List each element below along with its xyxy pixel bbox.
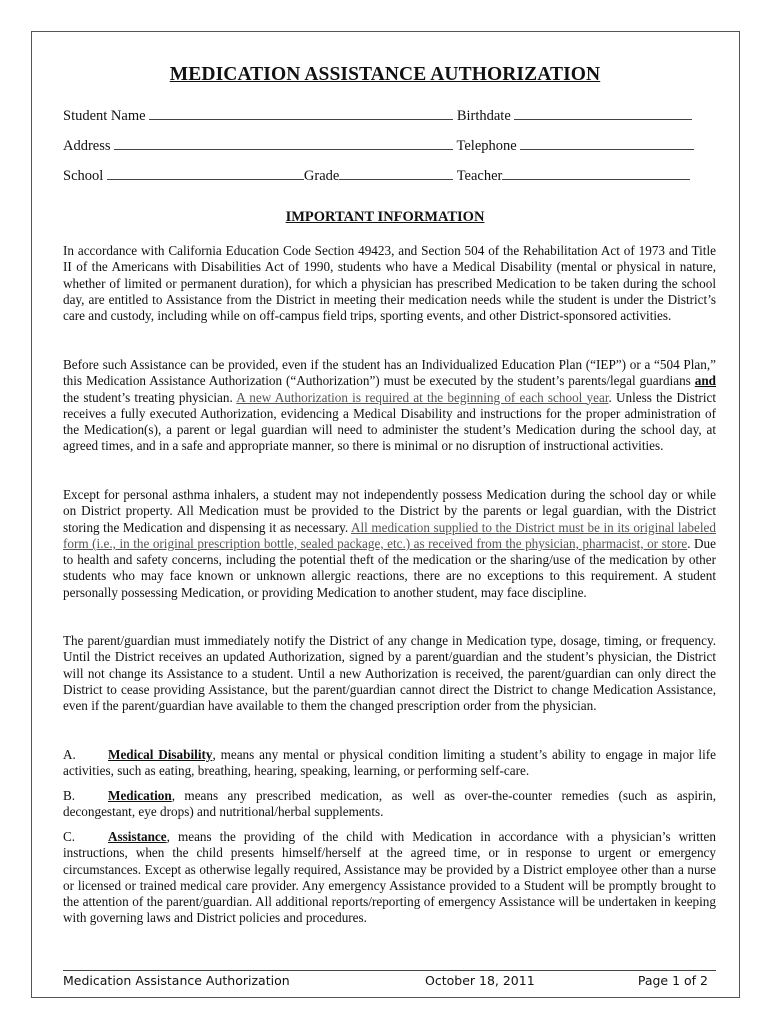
paragraph-legal-basis: In accordance with California Education Code Section 49423, and Section 504 of the Rehabilitation Act of 1973 and Title II of the Americans with Disabilities Act of 1990, students who have a Medical Disability (mental or physical in nature, whether of limited or permanent duration), for which a physician has prescribed Medication to be taken during the school day, are entitled to Assistance from the District in meeting their medication needs while the student is under the District’s care and custody, including while on off-campus field trips, sporting events, and other District-sponsored activities.	[63, 243, 716, 324]
text-span: Except for personal asthma inhalers, a student may not independently possess Medication during the school day or while on District property. All Medication must be provided to the District by the parents or legal guardian, with the District storing the Medication and dispensing it as necessary.	[63, 487, 716, 535]
paragraph-authorization	[63, 357, 716, 455]
school-field[interactable]	[107, 167, 304, 180]
footer-date: October 18, 2011	[425, 973, 535, 988]
text-span: the student’s treating physician.	[63, 389, 237, 405]
footer-page-number: Page 1 of 2	[637, 973, 708, 988]
definition-term: Medication	[108, 788, 172, 803]
text-span: . Due to health and safety concerns, including the potential theft of the medication or the sharing/use of the medication by other students who may face known or unknown allergic reactions, there are no exceptions to this requirement. A student personally possessing Medication, or providing Medication to another student, may face discipline.	[63, 535, 716, 600]
definition-text: , means any prescribed medication, as well as over-the-counter remedies (such as aspirin, decongestant, eye drops) and nutritional/herbal supplements.	[63, 788, 716, 820]
birthdate-label: Birthdate	[456, 108, 511, 124]
emphasis-and: and	[694, 373, 716, 389]
footer-document-name: Medication Assistance Authorization	[63, 973, 290, 988]
underlined-requirement: A new Authorization is required at the beginning of each school year	[236, 389, 609, 405]
document-title: MEDICATION ASSISTANCE AUTHORIZATION	[169, 64, 601, 85]
student-name-label: Student Name	[63, 108, 146, 124]
definition-letter: B.	[63, 788, 76, 803]
telephone-label: Telephone	[456, 138, 517, 154]
definition-term: Assistance	[108, 829, 167, 844]
paragraph-possession	[63, 487, 716, 601]
school-label: School	[63, 168, 104, 184]
address-label: Address	[63, 138, 111, 154]
text-span: . Unless the District receives a fully executed Authorization, evidencing a Medical Disability and instructions for the proper administration of the Medication(s), a parent or legal guardian will need to administer the student’s Medication during the school day, at agreed times, and in a safe and appropriate manner, so there is minimal or no disruption of instructional activities.	[63, 389, 716, 454]
birthdate-field[interactable]	[514, 107, 692, 120]
definition-c	[63, 829, 716, 927]
text-span: Before such Assistance can be provided, even if the student has an Individualized Education Plan (“IEP”) or a “504 Plan,” this Medication Assistance Authorization (“Authorization”) must be executed by the student’s parents/legal guardians	[63, 357, 716, 389]
teacher-label: Teacher	[456, 168, 503, 184]
underlined-requirement: All medication supplied to the District must be in its original labeled form (i.e., in the original prescription bottle, sealed package, etc.) as received from the physician, pharmacist, or store	[63, 519, 716, 551]
grade-label: Grade	[303, 168, 340, 184]
grade-field[interactable]	[339, 167, 453, 180]
teacher-field[interactable]	[502, 167, 690, 180]
address-field[interactable]	[114, 137, 453, 150]
paragraph-changes: The parent/guardian must immediately notify the District of any change in Medication type, dosage, timing, or frequency. Until the District receives an updated Authorization, signed by a parent/guardian and the student’s physician, the District will not change its Assistance to a student. Until a new Authorization is received, the parent/guardian can only direct the District to cease providing Assistance, but the parent/guardian cannot direct the District to change Medication Assistance, even if the parent/guardian have available to them the changed prescription order from the physician.	[63, 633, 716, 714]
field-row-address	[63, 137, 694, 155]
definition-letter: A.	[63, 747, 76, 762]
page-footer	[63, 970, 716, 991]
section-title: IMPORTANT INFORMATION	[285, 209, 485, 225]
field-row-name	[63, 107, 692, 125]
definition-text: , means the providing of the child with Medication in accordance with a physician’s written instructions, when the child presents himself/herself at the agreed time, or in response to urgent or emergency circumstances. Except as otherwise legally required, Assistance may be provided by a District employee other than a nurse or licensed or trained medical care provider. Any emergency Assistance provided to a Student will be promptly brought to the attention of the parent/guardian. All additional reports/reporting of emergency Assistance will be undertaken in keeping with governing laws and District policies and procedures.	[63, 829, 716, 926]
student-name-field[interactable]	[149, 107, 453, 120]
definition-b	[63, 788, 716, 821]
definition-a	[63, 747, 716, 780]
definition-letter: C.	[63, 829, 76, 844]
telephone-field[interactable]	[520, 137, 694, 150]
field-row-school	[63, 167, 690, 185]
definition-term: Medical Disability	[108, 747, 213, 762]
definition-text: , means any mental or physical condition limiting a student’s ability to engage in major life activities, such as eating, breathing, hearing, speaking, learning, or performing self-care.	[63, 747, 716, 779]
